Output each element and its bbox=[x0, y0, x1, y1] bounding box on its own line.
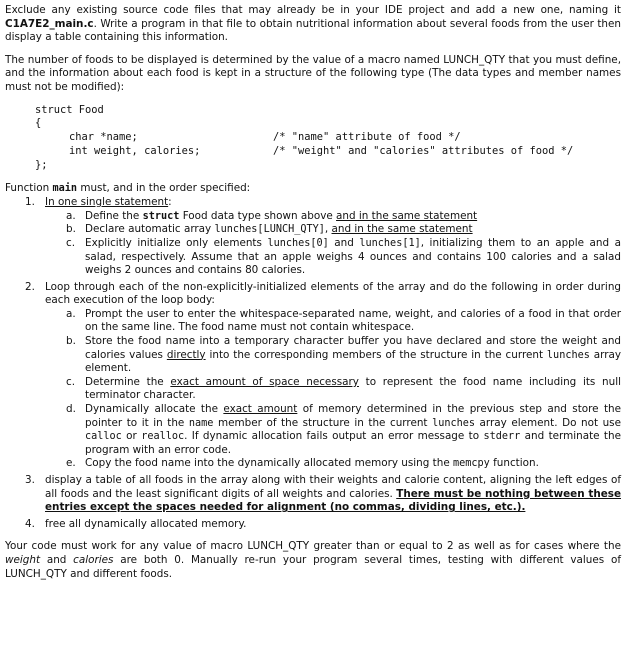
step-2b bbox=[45, 335, 621, 376]
step-2a-text: Prompt the user to enter the whitespace-separated name, weight, and calories of a food in that order on the same line. The food name must not contain whitespace. bbox=[85, 307, 621, 334]
code-line-4-comment: /* "weight" and "calories" attributes of food */ bbox=[273, 144, 574, 157]
step-2-text: Loop through each of the non-explicitly-initialized elements of the array and do the following in order during each execution of the loop body: bbox=[45, 280, 621, 307]
struct-code-block bbox=[35, 104, 621, 173]
step-1c-text-2: and bbox=[328, 236, 360, 249]
final-italic-weight: weight bbox=[5, 553, 41, 566]
step-1c-text-3: , initializing them to an apple and a salad, respectively. Assume that an apple weighs 4 ounces and contains 100 calories and a salad weighs 2 ounces and contains 80 calories. bbox=[85, 236, 622, 277]
code-line-5: }; bbox=[35, 158, 48, 171]
step-2d-text-1: Dynamically allocate the bbox=[85, 403, 224, 416]
code-line-3-decl: char *name; bbox=[69, 131, 138, 144]
step-4-text: free all dynamically allocated memory. bbox=[45, 517, 247, 530]
function-main-intro bbox=[5, 182, 621, 196]
step-2c bbox=[45, 376, 621, 403]
step-1-substeps bbox=[45, 210, 621, 278]
step-1a-keyword: struct bbox=[142, 210, 180, 222]
step-1c bbox=[45, 237, 621, 278]
step-2b-text-2: into the corresponding members of the structure in the current bbox=[205, 348, 547, 361]
step-2b-number: b. bbox=[66, 335, 76, 348]
step-1b-separator: , bbox=[324, 223, 332, 236]
step-1c-code-1: lunches[0] bbox=[267, 237, 329, 249]
steps-list bbox=[5, 196, 621, 531]
step-3-emphasis: There must be nothing between these entries except the spaces needed for alignment (no commas, dividing lines, etc.). bbox=[45, 487, 621, 514]
fm-text-2: must, and in the order specified: bbox=[77, 181, 251, 194]
final-text-2: and bbox=[40, 553, 74, 566]
step-2b-text-1: Store the food name into a temporary character buffer you have declared and store the weight and calories values bbox=[85, 335, 621, 361]
step-2b-text-3: array element. bbox=[85, 348, 621, 375]
step-2e-number: e. bbox=[66, 457, 76, 470]
step-2d-text-3: member of the structure in the current bbox=[213, 416, 433, 429]
code-line-1: struct Food bbox=[35, 103, 104, 116]
step-1 bbox=[5, 196, 621, 278]
step-2b-underline: directly bbox=[166, 348, 206, 361]
step-1c-number: c. bbox=[66, 236, 76, 249]
step-1a-text-1: Define the bbox=[85, 209, 143, 222]
step-2a bbox=[45, 308, 621, 335]
step-2d-code-4: realloc bbox=[141, 431, 185, 443]
step-1c-text-1: Explicitly initialize only elements bbox=[85, 236, 268, 249]
step-1c-code-2: lunches[1] bbox=[359, 237, 421, 249]
step-2e-text-2: function. bbox=[489, 457, 539, 470]
step-2a-number: a. bbox=[66, 307, 76, 320]
step-1b-code: lunches[LUNCH_QTY] bbox=[214, 224, 325, 236]
final-text-1: Your code must work for any value of macro LUNCH_QTY greater than or equal to 2 as well as for cases where the bbox=[5, 540, 621, 553]
step-1a-number: a. bbox=[66, 209, 76, 222]
step-3-text: display a table of all foods in the array along with their weights and calorie content, aligning the left edges of all foods and the least significant digits of all weights and calories. bbox=[45, 474, 621, 500]
step-1b-underline: and in the same statement bbox=[331, 223, 473, 236]
step-2d-code-1: name bbox=[188, 417, 214, 429]
code-line-4 bbox=[35, 145, 621, 159]
step-2 bbox=[5, 281, 621, 471]
code-line-3 bbox=[35, 131, 621, 145]
code-line-2: { bbox=[35, 117, 42, 130]
step-3 bbox=[5, 474, 621, 515]
step-2d-code-3: calloc bbox=[85, 431, 122, 443]
step-2-number: 2. bbox=[25, 280, 35, 293]
step-2e-code: memcpy bbox=[453, 458, 490, 470]
step-2d-text-4: array element. Do not use bbox=[475, 416, 621, 429]
step-1a-text-2: Food data type shown above bbox=[179, 209, 337, 222]
step-2d-underline: exact amount bbox=[223, 403, 298, 416]
step-2d-text-5: or bbox=[121, 430, 142, 443]
step-2c-number: c. bbox=[66, 375, 76, 388]
step-1b-text-1: Declare automatic array bbox=[85, 223, 215, 236]
code-line-4-decl: int weight, calories; bbox=[69, 144, 201, 157]
step-1a bbox=[45, 210, 621, 224]
step-2d-code-2: lunches bbox=[432, 417, 475, 429]
step-1-title: In one single statement bbox=[45, 196, 169, 209]
final-paragraph bbox=[5, 540, 621, 581]
step-2d bbox=[45, 403, 621, 457]
step-1-number: 1. bbox=[25, 196, 35, 209]
step-2b-code: lunches bbox=[546, 349, 590, 361]
step-2c-underline: exact amount of space necessary bbox=[170, 375, 359, 388]
final-text-3: are both 0. Manually re-run your program several times, testing with different values of LUNCH_QTY and different foods. bbox=[5, 553, 622, 580]
step-2e bbox=[45, 457, 621, 471]
fm-text-1: Function bbox=[5, 181, 53, 194]
step-2-substeps bbox=[45, 308, 621, 471]
step-2d-number: d. bbox=[66, 403, 76, 416]
step-1a-underline: and in the same statement bbox=[336, 209, 478, 222]
intro-text-2: . Write a program in that file to obtain nutritional information about several foods from the user then display a table containing this information. bbox=[5, 17, 621, 44]
step-1b bbox=[45, 223, 621, 237]
step-4-number: 4. bbox=[25, 517, 35, 530]
step-4 bbox=[5, 518, 621, 532]
step-1b-number: b. bbox=[66, 223, 76, 236]
intro-paragraph bbox=[5, 4, 621, 45]
macro-paragraph: The number of foods to be displayed is determined by the value of a macro named LUNCH_QTY that you must define, and the information about each food is kept in a structure of the following type (The data types and member names must not be modified): bbox=[5, 53, 621, 93]
step-2d-text-2: of memory determined in the previous step and store the pointer to it in the bbox=[85, 403, 621, 429]
code-line-3-comment: /* "name" attribute of food */ bbox=[273, 131, 461, 144]
step-2c-text-1: Determine the bbox=[85, 375, 171, 388]
step-2c-text-2: to represent the food name including its null terminator character. bbox=[85, 375, 621, 402]
step-1-colon: : bbox=[168, 196, 172, 209]
intro-filename: C1A7E2_main.c bbox=[5, 17, 94, 30]
step-2e-text-1: Copy the food name into the dynamically allocated memory using the bbox=[85, 457, 454, 470]
step-3-number: 3. bbox=[25, 474, 35, 487]
step-2d-text-7: and terminate the program with an error code. bbox=[85, 430, 621, 456]
intro-text-1: Exclude any existing source code files that may already be in your IDE project and add a new one, naming it bbox=[5, 4, 621, 16]
fm-main-keyword: main bbox=[52, 182, 78, 194]
step-2d-text-6: . If dynamic allocation fails output an error message to bbox=[184, 430, 484, 443]
step-2d-code-5: stderr bbox=[483, 431, 521, 443]
final-italic-calories: calories bbox=[73, 553, 114, 566]
